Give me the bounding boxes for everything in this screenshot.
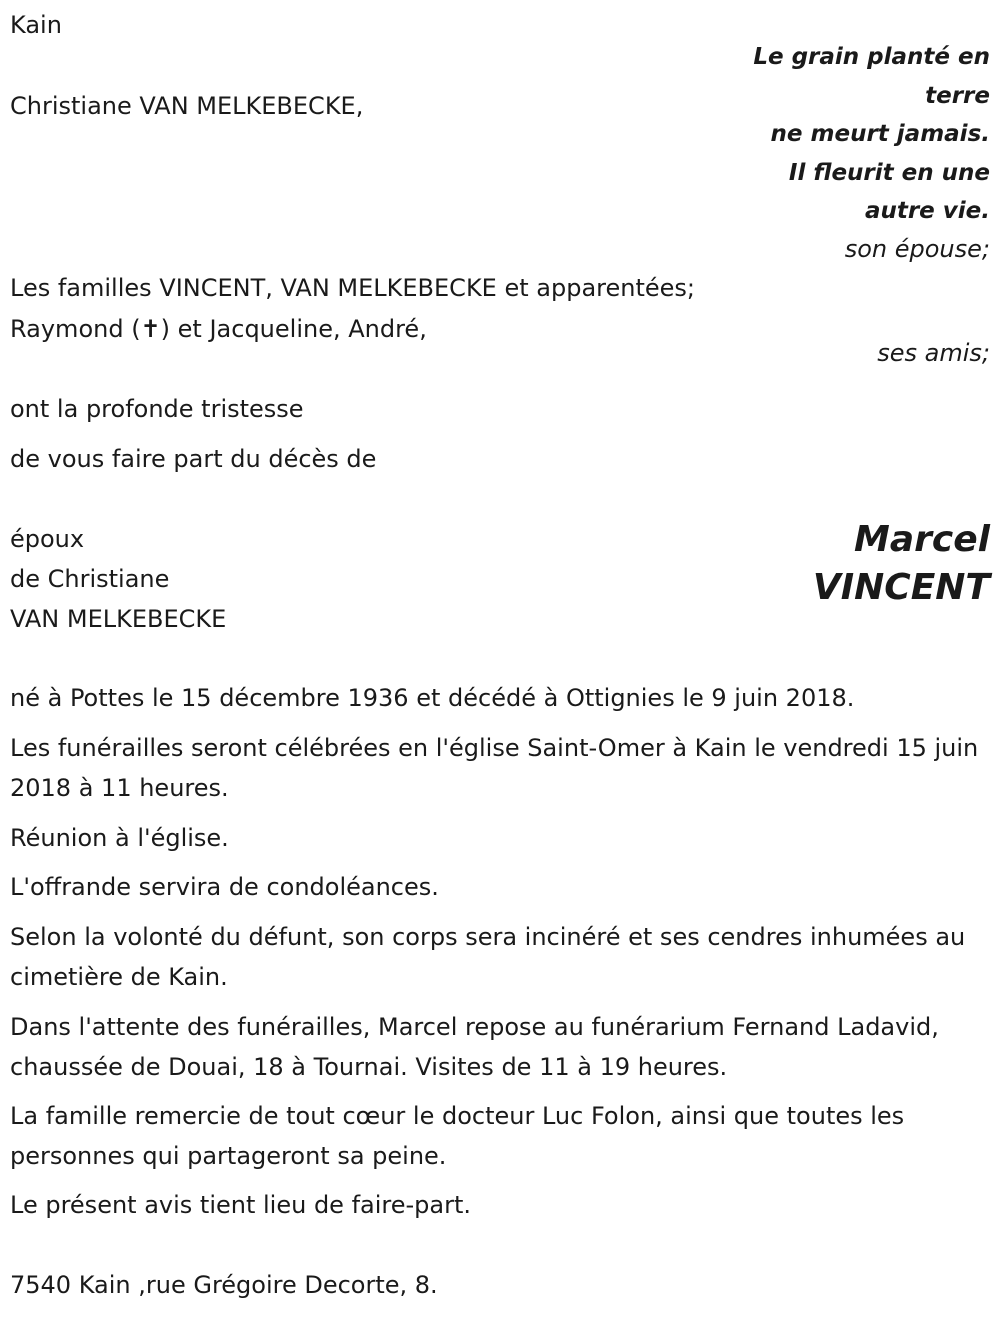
quote-line: autre vie.: [864, 198, 990, 224]
spouse-name: Christiane VAN MELKEBECKE,: [10, 92, 364, 120]
quote-line: ne meurt jamais.: [770, 121, 990, 147]
birth-death-paragraph: né à Pottes le 15 décembre 1936 et décédé à Ottignies le 9 juin 2018.: [10, 684, 855, 712]
deceased-name: [813, 516, 990, 612]
epigraph-quote: [740, 38, 990, 231]
announcement-line-1: ont la profonde tristesse: [10, 395, 304, 423]
deceased-first-name: Marcel: [854, 519, 990, 560]
friends-names: Raymond (✝) et Jacqueline, André,: [10, 315, 427, 343]
notice-paragraph: Le présent avis tient lieu de faire-part.: [10, 1191, 472, 1219]
address-line: 7540 Kain ,rue Grégoire Decorte, 8.: [10, 1271, 438, 1299]
cremation-paragraph: Selon la volonté du défunt, son corps sera incinéré et ses cendres inhumées au cimetière de Kain.: [10, 923, 966, 991]
spouse-role: son épouse;: [844, 235, 990, 263]
meeting-paragraph: Réunion à l'église.: [10, 824, 229, 852]
quote-line: terre: [925, 82, 990, 109]
deceased-last-name: VINCENT: [812, 567, 990, 608]
relation-line-1: époux: [10, 525, 85, 553]
quote-line: Le grain planté en: [753, 44, 990, 70]
visitation-paragraph: Dans l'attente des funérailles, Marcel repose au funérarium Fernand Ladavid, chaussée de Douai, 18 à Tournai. Visites de 11 à 19 heures.: [10, 1013, 939, 1081]
quote-line: Il fleurit en une: [788, 159, 990, 186]
families-line: Les familles VINCENT, VAN MELKEBECKE et apparentées;: [10, 274, 696, 302]
thanks-paragraph: La famille remercie de tout cœur le docteur Luc Folon, ainsi que toutes les personnes qui partageront sa peine.: [10, 1102, 905, 1170]
city-heading: Kain: [10, 11, 62, 39]
relation-line-2: de Christiane: [10, 565, 170, 593]
friends-role: ses amis;: [877, 339, 990, 367]
offering-paragraph: L'offrande servira de condoléances.: [10, 873, 439, 901]
relation-line-3: VAN MELKEBECKE: [10, 605, 227, 633]
announcement-line-2: de vous faire part du décès de: [10, 445, 377, 473]
funeral-paragraph: Les funérailles seront célébrées en l'église Saint-Omer à Kain le vendredi 15 juin 2018 à 11 heures.: [10, 734, 979, 802]
